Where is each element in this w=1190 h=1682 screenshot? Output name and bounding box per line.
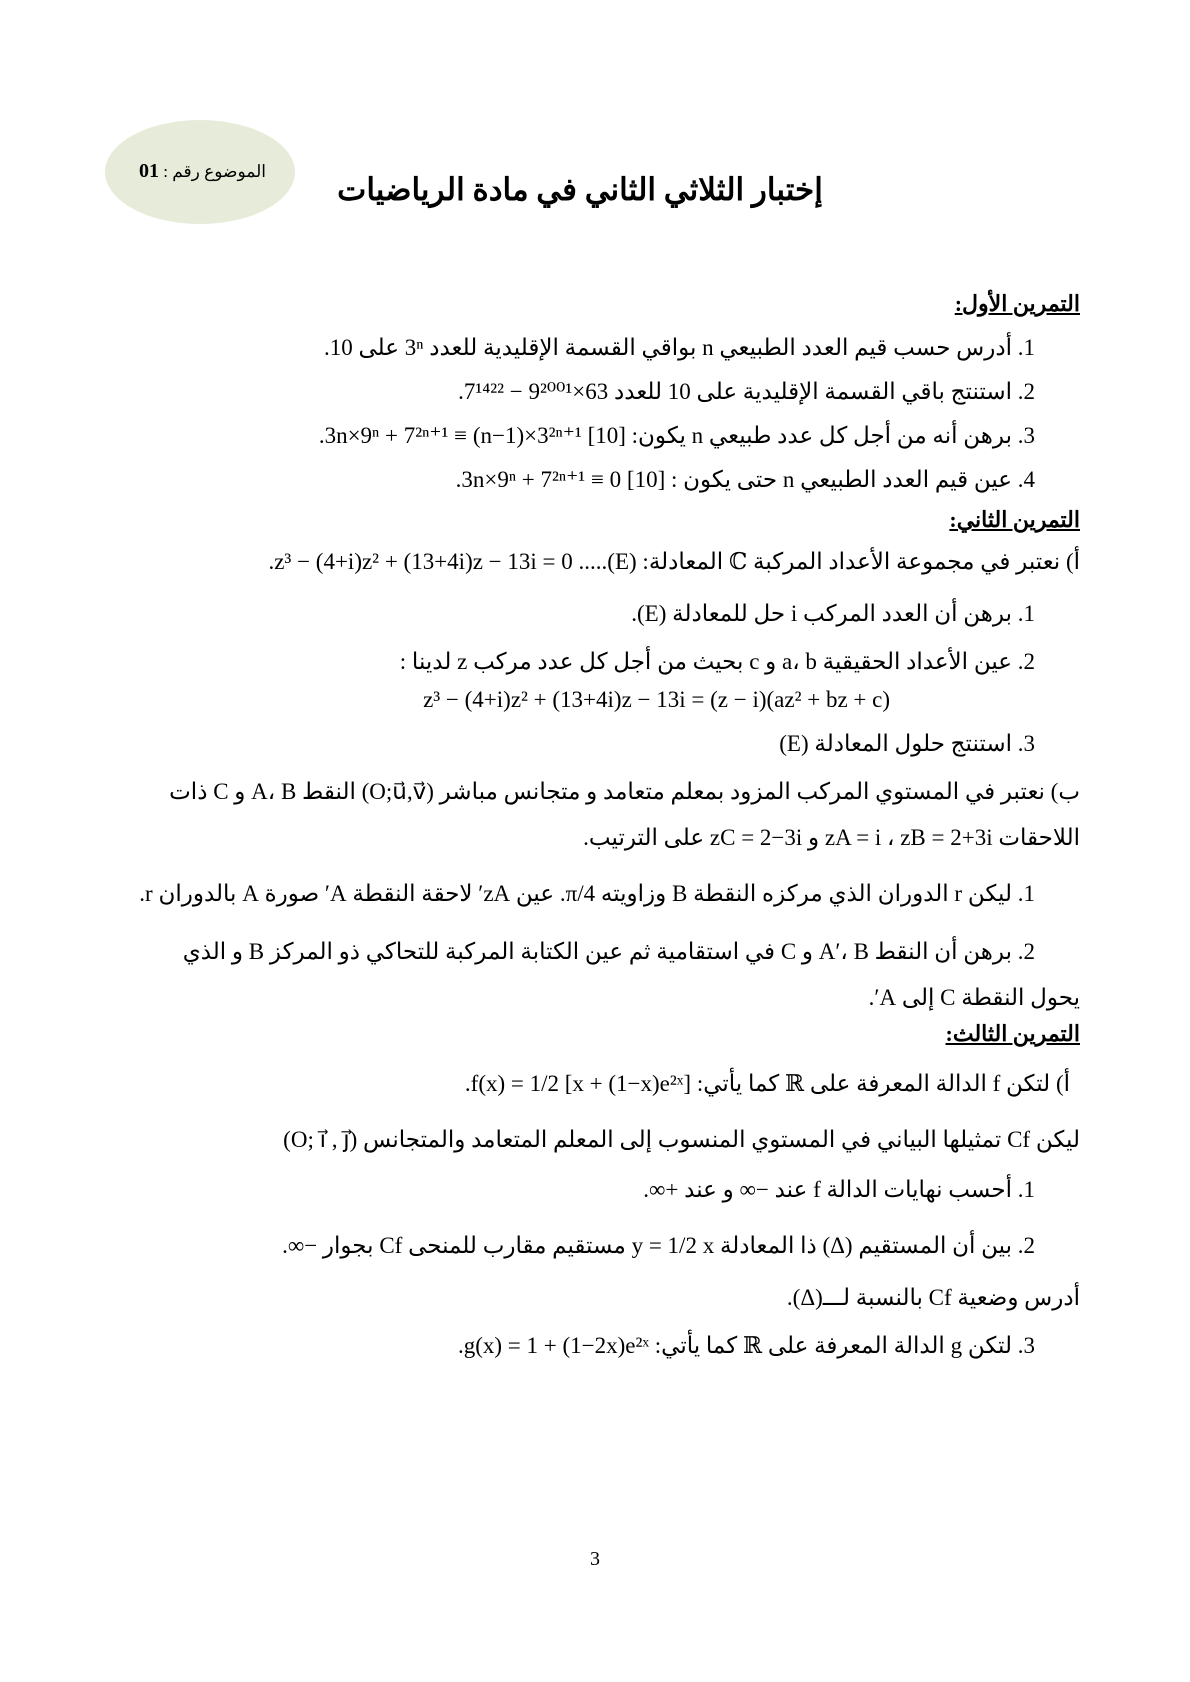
ex3-curve-definition: ليكن Cf تمثيلها البياني في المستوي المنسوب إلى المعلم المتعامد والمتجانس (O; i⃗ , j⃗)	[283, 1127, 1080, 1152]
ex2-part-b-intro: ب) نعتبر في المستوي المركب المزود بمعلم متعامد و متجانس مباشر (O;u⃗,v⃗) النقط A، B و C ذات	[169, 779, 1080, 804]
exercise-2-heading: التمرين الثاني:	[949, 507, 1080, 532]
ex3-part-a-intro: أ) لتكن f الدالة المعرفة على ℝ كما يأتي: f(x) = 1/2 [x + (1−x)e²ˣ].	[464, 1071, 1070, 1096]
ex2-a2-identity: z³ − (4+i)z² + (13+4i)z − 13i = (z − i)(az² + bz + c)	[423, 687, 890, 712]
ex2-b-question-1: 1. ليكن r الدوران الذي مركزه النقطة B وزاويته π/4. عين zA′ لاحقة النقطة A′ صورة A بالدوران r.	[139, 881, 1035, 906]
ex1-question-1: 1. أدرس حسب قيم العدد الطبيعي n بواقي القسمة الإقليدية للعدد 3ⁿ على 10.	[323, 335, 1035, 360]
topic-number-label: الموضوع رقم : 01	[139, 160, 266, 182]
page-title: إختبار الثلاثي الثاني في مادة الرياضيات	[337, 172, 823, 207]
ex1-question-2: 2. استنتج باقي القسمة الإقليدية على 10 للعدد 63×9²⁰⁰¹ − 7¹⁴²².	[458, 379, 1035, 404]
ex3-question-1: 1. أحسب نهايات الدالة f عند −∞ و عند +∞.	[643, 1177, 1035, 1202]
ex1-question-3: 3. برهن أنه من أجل كل عدد طبيعي n يكون: 3n×9ⁿ + 7²ⁿ⁺¹ ≡ (n−1)×3²ⁿ⁺¹ [10].	[318, 423, 1035, 448]
ex3-question-2-continued: أدرس وضعية Cf بالنسبة لـــ(Δ).	[786, 1285, 1080, 1310]
ex2-b-affixes: اللاحقات zA = i ، zB = 2+3i و zC = 2−3i على الترتيب.	[583, 825, 1080, 850]
ex2-a-question-3: 3. استنتج حلول المعادلة (E)	[779, 731, 1035, 756]
exercise-1-heading: التمرين الأول:	[954, 291, 1080, 316]
ex3-question-3: 3. لتكن g الدالة المعرفة على ℝ كما يأتي: g(x) = 1 + (1−2x)e²ˣ.	[457, 1333, 1035, 1358]
ex2-b-question-2: 2. برهن أن النقط A′، B و C في استقامية ثم عين الكتابة المركبة للتحاكي ذو المركز B و الذي	[182, 939, 1035, 964]
page-number: 3	[590, 1548, 600, 1570]
ex2-part-a-intro: أ) نعتبر في مجموعة الأعداد المركبة ℂ المعادلة: (E)..... z³ − (4+i)z² + (13+4i)z − 13i = 0.	[268, 549, 1080, 574]
exercise-3-heading: التمرين الثالث:	[945, 1021, 1080, 1046]
ex2-b-question-2-continued: يحول النقطة C إلى A′.	[868, 985, 1080, 1010]
ex2-a-question-2: 2. عين الأعداد الحقيقية a، b و c بحيث من أجل كل عدد مركب z لدينا :	[399, 649, 1035, 674]
ex1-question-4: 4. عين قيم العدد الطبيعي n حتى يكون : 3n×9ⁿ + 7²ⁿ⁺¹ ≡ 0 [10].	[455, 467, 1035, 492]
ex3-question-2: 2. بين أن المستقيم (Δ) ذا المعادلة y = 1/2 x مستقيم مقارب للمنحى Cf بجوار −∞.	[282, 1233, 1035, 1258]
ex2-a-question-1: 1. برهن أن العدد المركب i حل للمعادلة (E).	[631, 601, 1035, 626]
